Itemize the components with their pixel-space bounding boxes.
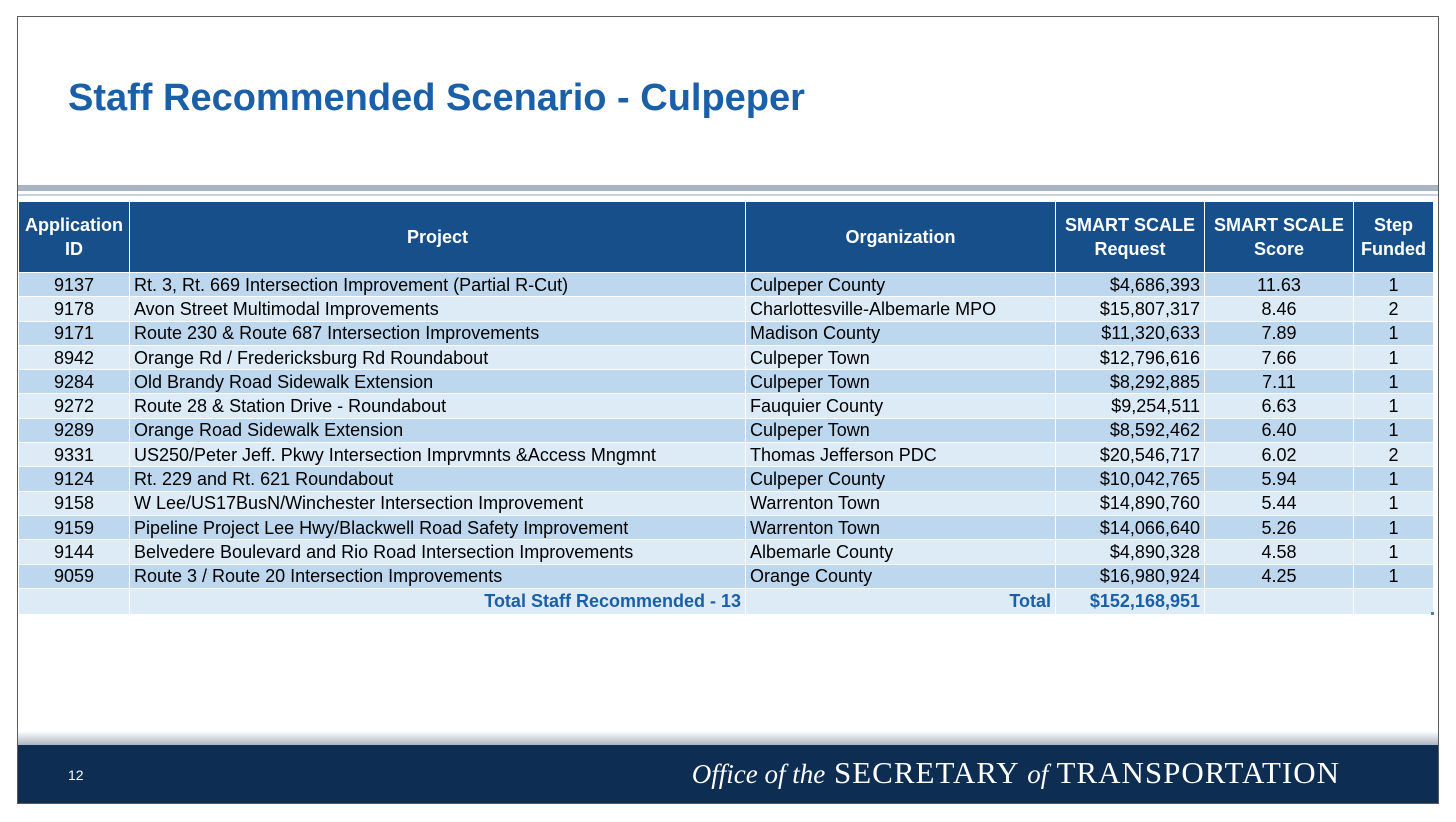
cell-score: 11.63 bbox=[1205, 273, 1354, 297]
header-project: Project bbox=[130, 202, 746, 273]
cell-request: $4,890,328 bbox=[1056, 540, 1205, 564]
cell-project: Avon Street Multimodal Improvements bbox=[130, 297, 746, 321]
cell-organization: Culpeper County bbox=[746, 467, 1056, 491]
cell-step: 1 bbox=[1354, 273, 1434, 297]
cell-organization: Charlottesville-Albemarle MPO bbox=[746, 297, 1056, 321]
cell-request: $16,980,924 bbox=[1056, 564, 1205, 588]
footer-shade bbox=[18, 731, 1438, 745]
total-empty-cell bbox=[19, 588, 130, 614]
cell-application-id: 9331 bbox=[19, 443, 130, 467]
cell-organization: Culpeper Town bbox=[746, 345, 1056, 369]
header-step-funded: Step Funded bbox=[1354, 202, 1434, 273]
cell-request: $8,292,885 bbox=[1056, 370, 1205, 394]
header-smart-scale-request: SMART SCALE Request bbox=[1056, 202, 1205, 273]
cell-application-id: 9178 bbox=[19, 297, 130, 321]
cell-step: 1 bbox=[1354, 467, 1434, 491]
total-empty-cell bbox=[1354, 588, 1434, 614]
cell-score: 7.11 bbox=[1205, 370, 1354, 394]
cell-application-id: 9137 bbox=[19, 273, 130, 297]
cell-step: 1 bbox=[1354, 418, 1434, 442]
cell-project: Rt. 229 and Rt. 621 Roundabout bbox=[130, 467, 746, 491]
cell-step: 1 bbox=[1354, 345, 1434, 369]
cell-score: 8.46 bbox=[1205, 297, 1354, 321]
cell-score: 6.40 bbox=[1205, 418, 1354, 442]
cell-application-id: 9158 bbox=[19, 491, 130, 515]
header-divider-thin bbox=[18, 194, 1438, 196]
brand-main: SECRETARY bbox=[834, 755, 1019, 790]
cell-application-id: 9059 bbox=[19, 564, 130, 588]
cell-project: Belvedere Boulevard and Rio Road Intersection Improvements bbox=[130, 540, 746, 564]
cell-project: W Lee/US17BusN/Winchester Intersection Improvement bbox=[130, 491, 746, 515]
cell-step: 2 bbox=[1354, 443, 1434, 467]
footer bbox=[18, 745, 1438, 803]
cell-application-id: 9272 bbox=[19, 394, 130, 418]
cell-score: 5.44 bbox=[1205, 491, 1354, 515]
total-empty-cell bbox=[1205, 588, 1354, 614]
projects-table bbox=[18, 201, 1434, 615]
cell-step: 1 bbox=[1354, 515, 1434, 539]
cell-organization: Culpeper Town bbox=[746, 418, 1056, 442]
cell-score: 7.89 bbox=[1205, 321, 1354, 345]
cell-project: US250/Peter Jeff. Pkwy Intersection Imprvmnts &Access Mngmnt bbox=[130, 443, 746, 467]
cell-organization: Culpeper County bbox=[746, 273, 1056, 297]
cell-step: 1 bbox=[1354, 394, 1434, 418]
header-smart-scale-score: SMART SCALE Score bbox=[1205, 202, 1354, 273]
cell-application-id: 9124 bbox=[19, 467, 130, 491]
cell-organization: Culpeper Town bbox=[746, 370, 1056, 394]
total-label: Total bbox=[746, 588, 1056, 614]
cell-step: 1 bbox=[1354, 370, 1434, 394]
header-application-id: Application ID bbox=[19, 202, 130, 273]
table-row bbox=[19, 515, 1434, 539]
brand-of: of bbox=[1027, 759, 1049, 789]
cell-score: 5.26 bbox=[1205, 515, 1354, 539]
total-staff-recommended-label: Total Staff Recommended - 13 bbox=[130, 588, 746, 614]
cell-score: 7.66 bbox=[1205, 345, 1354, 369]
table-header-row bbox=[19, 202, 1434, 273]
header-organization: Organization bbox=[746, 202, 1056, 273]
page-number: 12 bbox=[68, 767, 84, 783]
table-row bbox=[19, 491, 1434, 515]
cell-application-id: 9171 bbox=[19, 321, 130, 345]
cell-application-id: 9284 bbox=[19, 370, 130, 394]
cell-application-id: 9144 bbox=[19, 540, 130, 564]
cell-request: $14,066,640 bbox=[1056, 515, 1205, 539]
cell-project: Orange Road Sidewalk Extension bbox=[130, 418, 746, 442]
cell-request: $12,796,616 bbox=[1056, 345, 1205, 369]
cell-application-id: 8942 bbox=[19, 345, 130, 369]
cell-request: $15,807,317 bbox=[1056, 297, 1205, 321]
total-value: $152,168,951 bbox=[1056, 588, 1205, 614]
cell-project: Route 28 & Station Drive - Roundabout bbox=[130, 394, 746, 418]
brand-end: TRANSPORTATION bbox=[1056, 755, 1340, 790]
table-row bbox=[19, 394, 1434, 418]
cell-project: Pipeline Project Lee Hwy/Blackwell Road Safety Improvement bbox=[130, 515, 746, 539]
table-row bbox=[19, 540, 1434, 564]
total-row bbox=[19, 588, 1434, 614]
cell-project: Route 3 / Route 20 Intersection Improvements bbox=[130, 564, 746, 588]
cell-project: Orange Rd / Fredericksburg Rd Roundabout bbox=[130, 345, 746, 369]
cell-score: 4.25 bbox=[1205, 564, 1354, 588]
table-row bbox=[19, 418, 1434, 442]
office-of-secretary-logo bbox=[692, 755, 1340, 791]
cell-step: 1 bbox=[1354, 491, 1434, 515]
cell-organization: Albemarle County bbox=[746, 540, 1056, 564]
cell-score: 6.02 bbox=[1205, 443, 1354, 467]
cell-application-id: 9159 bbox=[19, 515, 130, 539]
cell-request: $14,890,760 bbox=[1056, 491, 1205, 515]
table-row bbox=[19, 345, 1434, 369]
cell-project: Route 230 & Route 687 Intersection Improvements bbox=[130, 321, 746, 345]
cell-application-id: 9289 bbox=[19, 418, 130, 442]
table-row bbox=[19, 370, 1434, 394]
cell-step: 1 bbox=[1354, 564, 1434, 588]
cell-step: 2 bbox=[1354, 297, 1434, 321]
cell-request: $20,546,717 bbox=[1056, 443, 1205, 467]
slide bbox=[17, 16, 1439, 804]
cell-project: Rt. 3, Rt. 669 Intersection Improvement (Partial R-Cut) bbox=[130, 273, 746, 297]
cell-organization: Orange County bbox=[746, 564, 1056, 588]
cell-request: $10,042,765 bbox=[1056, 467, 1205, 491]
cell-request: $4,686,393 bbox=[1056, 273, 1205, 297]
table-row bbox=[19, 273, 1434, 297]
cell-request: $9,254,511 bbox=[1056, 394, 1205, 418]
cell-request: $8,592,462 bbox=[1056, 418, 1205, 442]
cell-score: 4.58 bbox=[1205, 540, 1354, 564]
table-row bbox=[19, 564, 1434, 588]
cell-step: 1 bbox=[1354, 540, 1434, 564]
cell-request: $11,320,633 bbox=[1056, 321, 1205, 345]
page-title: Staff Recommended Scenario - Culpeper bbox=[68, 77, 805, 119]
cell-organization: Warrenton Town bbox=[746, 515, 1056, 539]
cell-project: Old Brandy Road Sidewalk Extension bbox=[130, 370, 746, 394]
table-row bbox=[19, 443, 1434, 467]
cell-score: 5.94 bbox=[1205, 467, 1354, 491]
brand-prefix: Office of the bbox=[691, 759, 826, 789]
table-row bbox=[19, 321, 1434, 345]
header-divider bbox=[18, 185, 1438, 191]
cell-organization: Warrenton Town bbox=[746, 491, 1056, 515]
cell-organization: Fauquier County bbox=[746, 394, 1056, 418]
table-row bbox=[19, 467, 1434, 491]
cell-organization: Madison County bbox=[746, 321, 1056, 345]
table-resize-handle bbox=[1431, 612, 1434, 615]
table-row bbox=[19, 297, 1434, 321]
cell-organization: Thomas Jefferson PDC bbox=[746, 443, 1056, 467]
cell-step: 1 bbox=[1354, 321, 1434, 345]
cell-score: 6.63 bbox=[1205, 394, 1354, 418]
